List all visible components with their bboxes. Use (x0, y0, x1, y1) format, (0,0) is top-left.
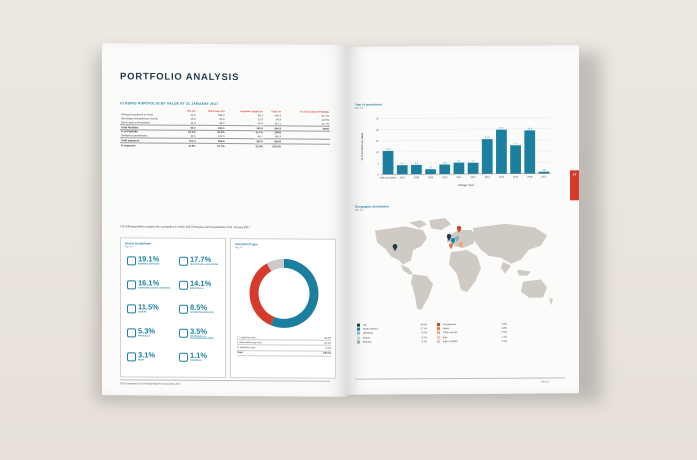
geo-legend-value: 6.2% (421, 336, 427, 340)
world-map (355, 215, 559, 316)
legend-swatch (357, 336, 360, 339)
legend-swatch (357, 323, 360, 326)
bar-value-label: 2.2 (428, 166, 433, 170)
leisure-icon (127, 304, 136, 313)
bar-value-label: 15.5 (484, 136, 490, 140)
x-tick-label: 2008 (413, 176, 420, 180)
car-icon (179, 305, 188, 314)
table-cell: 10.1% (180, 130, 196, 134)
map-india (501, 262, 511, 274)
sector-label: BUSINESS SERVICES (138, 263, 159, 266)
investment-type-title: Investment type (235, 242, 258, 247)
table-row-label: Total Portfolio (120, 125, 180, 130)
map-africa (449, 250, 481, 292)
table-cell: 91.9 (219, 117, 225, 121)
geo-legend-label: France (363, 336, 371, 340)
geo-legend-label: Rest of World (443, 340, 458, 344)
geo-legend-label: Italy (443, 335, 448, 339)
gear-icon (179, 281, 188, 290)
table-cell: 100% (282, 126, 330, 131)
legend-swatch (437, 332, 440, 335)
x-tick-label: 2010 (442, 176, 448, 180)
map-new-zealand (549, 297, 553, 305)
x-axis-label: Vintage Year (458, 182, 474, 188)
tech-icon (179, 329, 188, 338)
flask-icon (179, 353, 188, 362)
table-body (120, 113, 330, 149)
consumer-icon (127, 280, 136, 289)
donut-slice (272, 263, 314, 323)
table-cell: 16.8 (190, 117, 196, 121)
table-cell: 46.7 (257, 135, 263, 139)
table-cell: 306.3 (274, 135, 281, 139)
bar (397, 165, 408, 174)
bar-value-label: 4.1 (400, 162, 404, 166)
sector-label: MEDIA (138, 359, 145, 362)
bar-value-label: 19.3 (527, 127, 533, 131)
sector-percent: 8.5% (190, 302, 208, 312)
bar (468, 163, 479, 174)
map-central-america (401, 264, 413, 274)
bar (510, 145, 521, 174)
table-cell: 44.2% (197, 130, 226, 134)
bar (383, 151, 394, 175)
table-cell: 21.7% (321, 122, 329, 126)
y-tick-label: 10 (376, 151, 379, 155)
geo-legend-left (357, 322, 427, 344)
donut-slice (269, 263, 284, 267)
sector-item (127, 326, 175, 342)
y-tick-label: 15 (376, 139, 379, 143)
table-cell: 84.0 (219, 121, 225, 125)
table-cell: 41.7% (321, 114, 329, 118)
map-asia (473, 223, 547, 263)
bar-value-label: 10.5 (385, 147, 391, 151)
y-tick-label: 0 (377, 173, 379, 177)
sector-percent: 19.1% (138, 254, 160, 264)
sector-item (179, 255, 227, 271)
table-row-label: Primary investment in funds (121, 113, 154, 117)
sector-item (127, 278, 175, 294)
table-cell: 11.9% (180, 143, 196, 147)
geo-legend-label: Germany (363, 332, 373, 336)
table-cell: 33.7% (226, 130, 264, 135)
table-cell: 22.0% (226, 144, 264, 149)
investment-legend (237, 335, 331, 356)
x-tick-label: 2015 (512, 175, 519, 179)
investment-donut-chart (231, 249, 337, 340)
bar (524, 130, 535, 173)
sector-item (127, 302, 175, 318)
table-cell: 544.3 (264, 126, 282, 131)
bar-value-label: 4.2 (414, 161, 419, 165)
sector-item (179, 351, 227, 367)
table-header-cell: Total £m (271, 110, 281, 114)
table-cell: 566.3 (274, 114, 281, 118)
geo-title: Geographic distribution (355, 204, 390, 209)
legend-swatch (437, 327, 440, 330)
investment-total-row (237, 351, 331, 357)
legend-swatch (437, 340, 440, 343)
investment-total-label: Total (237, 351, 243, 355)
sector-title: Sector breakdown (125, 241, 152, 246)
left-page (102, 43, 347, 397)
geo-legend-value: 3.4% (421, 340, 427, 344)
table-row (120, 143, 330, 149)
table-cell: 40.0 (257, 121, 263, 126)
table-note: The following tables analyse the companies in which ICG Enterprise had investments at 31 January 2017 (120, 224, 251, 230)
sector-breakdown-box (120, 237, 226, 378)
table-cell: 41.1 (190, 134, 196, 138)
sector-percent: 14.1% (190, 278, 212, 288)
geo-legend-row (357, 340, 427, 345)
table-cell: 244.1 (197, 125, 226, 130)
media-icon (127, 352, 136, 361)
footer-rule (120, 379, 330, 381)
briefcase-icon (127, 256, 136, 265)
sector-item (127, 350, 175, 366)
investment-total-value: 100.0% (322, 351, 331, 355)
table-cell: 100.0% (264, 144, 282, 148)
sector-label: HEALTHCARE & EDUCATION (190, 263, 218, 266)
page-title: PORTFOLIO ANALYSIS (120, 71, 240, 84)
vintage-bar-chart (355, 111, 559, 204)
x-tick-label: 2012 (470, 175, 476, 179)
table-row-label: Direct and co-investment (121, 121, 150, 125)
table-cell: 12.8 (190, 121, 196, 125)
footer-rule-right (355, 377, 565, 379)
legend-swatch (357, 332, 360, 335)
section-tab: 14 (570, 170, 579, 200)
geo-legend-label: Benelux (363, 340, 372, 344)
vintage-chart-fig: Fig. 4.3 (355, 106, 363, 110)
bar-value-label: 5 (472, 159, 474, 163)
sector-percent: 3.1% (138, 350, 156, 360)
bar (425, 169, 436, 174)
investment-legend-label: 3. Small buy-outs (237, 346, 256, 350)
table-cell: 344.9 (218, 114, 225, 118)
table-cell: 89.1 (257, 114, 263, 118)
sector-label: AUTOMOTIVE SERVICES (190, 311, 214, 314)
table-cell: 96.9 (275, 118, 281, 122)
x-tick-label: 2016 (527, 175, 533, 179)
table-cell: 14.6% (321, 118, 329, 122)
table-row-label: Secondary investments in funds (121, 117, 158, 121)
x-tick-label: 2006 and before (379, 176, 397, 180)
sector-item (179, 279, 227, 295)
map-pin-spain (449, 243, 453, 249)
sector-percent: 1.1% (190, 350, 208, 360)
sector-item (127, 254, 175, 270)
investment-legend-value: 35.4% (324, 341, 331, 345)
health-icon (179, 257, 188, 266)
sector-label: TECHNOLOGY & TELECOMMUNICATIONS (190, 335, 214, 341)
bar (496, 130, 507, 174)
x-tick-label: 2014 (498, 175, 505, 179)
geo-legend-label: Spain (443, 327, 450, 331)
investment-legend-value: 56.3% (324, 336, 331, 340)
table-cell: 60.3 (180, 125, 196, 130)
x-tick-label: 2007 (399, 176, 405, 180)
table-row-label: Undrawn commitments (121, 134, 148, 138)
table-row-label: % exposure (120, 143, 180, 148)
sector-percent: 3.5% (190, 326, 208, 336)
sector-label: CHEMICALS (190, 359, 202, 362)
x-tick-label: 2013 (484, 175, 490, 179)
bar-value-label: 19.7 (499, 126, 504, 130)
finance-icon (127, 328, 136, 337)
table-header-cell: % of investment Portfolio (300, 110, 329, 115)
bar (482, 139, 493, 174)
table-row-label: Total exposure (120, 138, 180, 143)
geo-legend-value: 5.5% (501, 331, 507, 335)
geo-legend-row (437, 339, 507, 344)
map-south-america (411, 274, 433, 310)
geo-legend-label: Other Europe (443, 331, 458, 335)
sector-label: FINANCIALS (138, 335, 151, 338)
table-cell (282, 144, 330, 149)
geo-legend-value: 34.5% (420, 322, 427, 326)
table-title: CLOSING PORTFOLIO BY VALUE AT 31 JANUARY 2017 (120, 101, 219, 106)
table-cell: 222.5 (218, 135, 225, 139)
right-page (347, 45, 579, 394)
sector-fig: Fig. 4.1 (125, 245, 133, 249)
donut-slice (254, 267, 272, 321)
map-indonesia (517, 270, 531, 276)
legend-swatch (437, 336, 440, 339)
sector-percent: 17.7% (190, 254, 212, 264)
y-tick-label: 20 (376, 128, 379, 132)
grid-line (381, 126, 551, 130)
sector-percent: 5.3% (138, 326, 156, 336)
table-cell: 287.6 (226, 139, 264, 144)
legend-swatch (437, 323, 440, 326)
x-tick-label: 2017 (541, 175, 547, 179)
geo-fig: Fig. 4.4 (355, 208, 363, 212)
sector-percent: 11.5% (138, 302, 159, 312)
legend-swatch (357, 341, 360, 344)
geo-legend-label: Scandinavia (443, 322, 457, 326)
vintage-chart-box (355, 101, 559, 204)
bar-value-label: 4.3 (443, 161, 447, 165)
table-cell: 854.6 (264, 139, 282, 144)
sector-percent: 16.1% (138, 278, 160, 288)
bar (439, 164, 450, 174)
bar-value-label: 5.1 (457, 159, 461, 163)
sector-label: CONSUMER GOODS & SERVICES (138, 287, 171, 290)
investment-legend-value: 8.3% (325, 346, 331, 350)
x-tick-label: 2011 (456, 176, 462, 180)
grid-line (381, 117, 551, 118)
map-greenland (429, 218, 451, 230)
table-cell: 100% (264, 131, 282, 135)
table-cell: 67.7% (197, 144, 226, 148)
investment-legend-label: 1. Large buy-outs (237, 335, 256, 339)
x-tick-label: 2009 (427, 176, 434, 180)
bar (411, 165, 422, 174)
geo-legend-value: 6.2% (421, 331, 427, 335)
y-tick-label: 25 (376, 117, 379, 121)
table-header-cell: Third party £m (207, 110, 225, 114)
sector-label: LEISURE (138, 311, 147, 314)
investment-type-box (230, 238, 336, 379)
bar-value-label: 0.8 (542, 168, 546, 172)
y-axis-label: % of portfolio by value (360, 132, 364, 161)
geo-legend-value: 4.9% (501, 322, 507, 326)
table-header-cell: ICG £m (187, 110, 196, 114)
table-cell: 22.9 (190, 113, 196, 117)
y-tick-label: 5 (377, 162, 379, 166)
table-cell: 693.6 (197, 139, 226, 144)
table-header-cell: Graphite Capital £m (240, 110, 263, 114)
geo-legend-value: 27.1% (420, 327, 427, 331)
investment-type-fig: Fig. 4.2 (235, 246, 243, 250)
bar (454, 163, 465, 174)
table-row-label: % of Portfolio (120, 130, 180, 135)
sector-label: INDUSTRIALS (190, 287, 204, 290)
sector-item (179, 327, 227, 343)
map-australia (521, 279, 547, 297)
geo-legend-label: UK (363, 323, 367, 327)
page-numbers: 16 | 17 (541, 380, 549, 384)
map-greenland-south (409, 220, 427, 228)
portfolio-table (120, 109, 330, 148)
sector-item (179, 303, 227, 319)
table-cell: 22.8 (257, 118, 263, 122)
table-cell: 141.1 (274, 122, 281, 126)
geo-legend-right (437, 322, 507, 344)
table-cell: 240.9 (226, 126, 264, 131)
investment-legend-label: 2. Mid-market buy-outs (237, 340, 262, 345)
legend-swatch (357, 328, 360, 331)
bar-value-label: 12.7 (513, 142, 518, 146)
geo-legend-value: 3.8% (501, 326, 507, 330)
geo-legend-label: North America (363, 327, 379, 331)
map-north-america (375, 226, 427, 264)
geo-legend-value: 1.9% (501, 339, 507, 344)
geo-legend-value: 1.7% (501, 335, 507, 339)
vintage-chart-title: Year of investment (355, 102, 382, 107)
table-cell: 101.4 (180, 139, 196, 144)
footer-text: ICG Enterprise Trust Annual Report & Accounts 2017 (120, 382, 181, 386)
map-europe (451, 230, 477, 248)
